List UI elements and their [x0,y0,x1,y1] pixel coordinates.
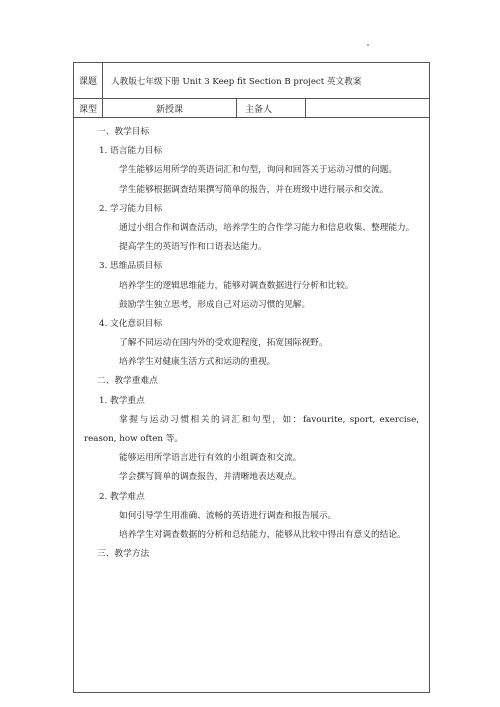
sub-heading: 2. 教学难点 [99,491,145,502]
paragraph: 学会撰写简单的调查报告，并清晰地表达观点。 [119,472,302,483]
section-heading: 三、教学方法 [97,549,150,560]
sub-heading: 1. 语言能力目标 [99,146,163,157]
paragraph: 掌握与运动习惯相关的词汇和句型，如：favourite, sport, exercise, reason, how often 等。 [84,414,419,445]
paragraph: 学生能够运用所学的英语词汇和句型，询问和回答关于运动习惯的问题。 [119,165,397,176]
paragraph: 能够运用所学语言进行有效的小组调查和交流。 [119,453,302,464]
content-cell [74,118,429,692]
sub-heading: 1. 教学重点 [99,395,145,406]
paragraph: 学生能够根据调查结果撰写简单的报告，并在班级中进行展示和交流。 [119,184,389,195]
sub-heading: 2. 学习能力目标 [99,203,163,214]
preparer-value [306,99,429,117]
paragraph: 培养学生的逻辑思维能力，能够对调查数据进行分析和比较。 [119,280,354,291]
scan-dot [367,44,369,46]
section-heading: 二、教学重难点 [97,376,158,387]
paragraph: 通过小组合作和调查活动，培养学生的合作学习能力和信息收集、整理能力。 [119,222,415,233]
paragraph: 培养学生对调查数据的分析和总结能力，能够从比较中得出有意义的结论。 [119,530,406,540]
paragraph: 提高学生的英语写作和口语表达能力。 [119,242,267,253]
section-heading: 一、教学目标 [97,127,150,137]
preparer-label: 主备人 [237,99,306,117]
topic-label: 课题 [74,63,103,98]
paragraph: 鼓励学生独立思考，形成自己对运动习惯的见解。 [119,299,311,310]
type-row [74,99,429,118]
paragraph: 如何引导学生用准确、流畅的英语进行调查和报告展示。 [119,510,337,521]
topic-row [74,63,429,99]
type-label: 课型 [74,99,103,117]
sub-heading: 4. 文化意识目标 [99,318,163,329]
type-value: 新授课 [103,99,237,117]
lesson-plan-table [73,62,430,693]
sub-heading: 3. 思维品质目标 [99,261,163,272]
paragraph: 培养学生对健康生活方式和运动的重视。 [119,357,276,368]
topic-value: 人教版七年级下册 Unit 3 Keep fit Section B project 英文教案 [111,76,362,87]
paragraph: 了解不同运动在国内外的受欢迎程度，拓宽国际视野。 [119,338,328,349]
